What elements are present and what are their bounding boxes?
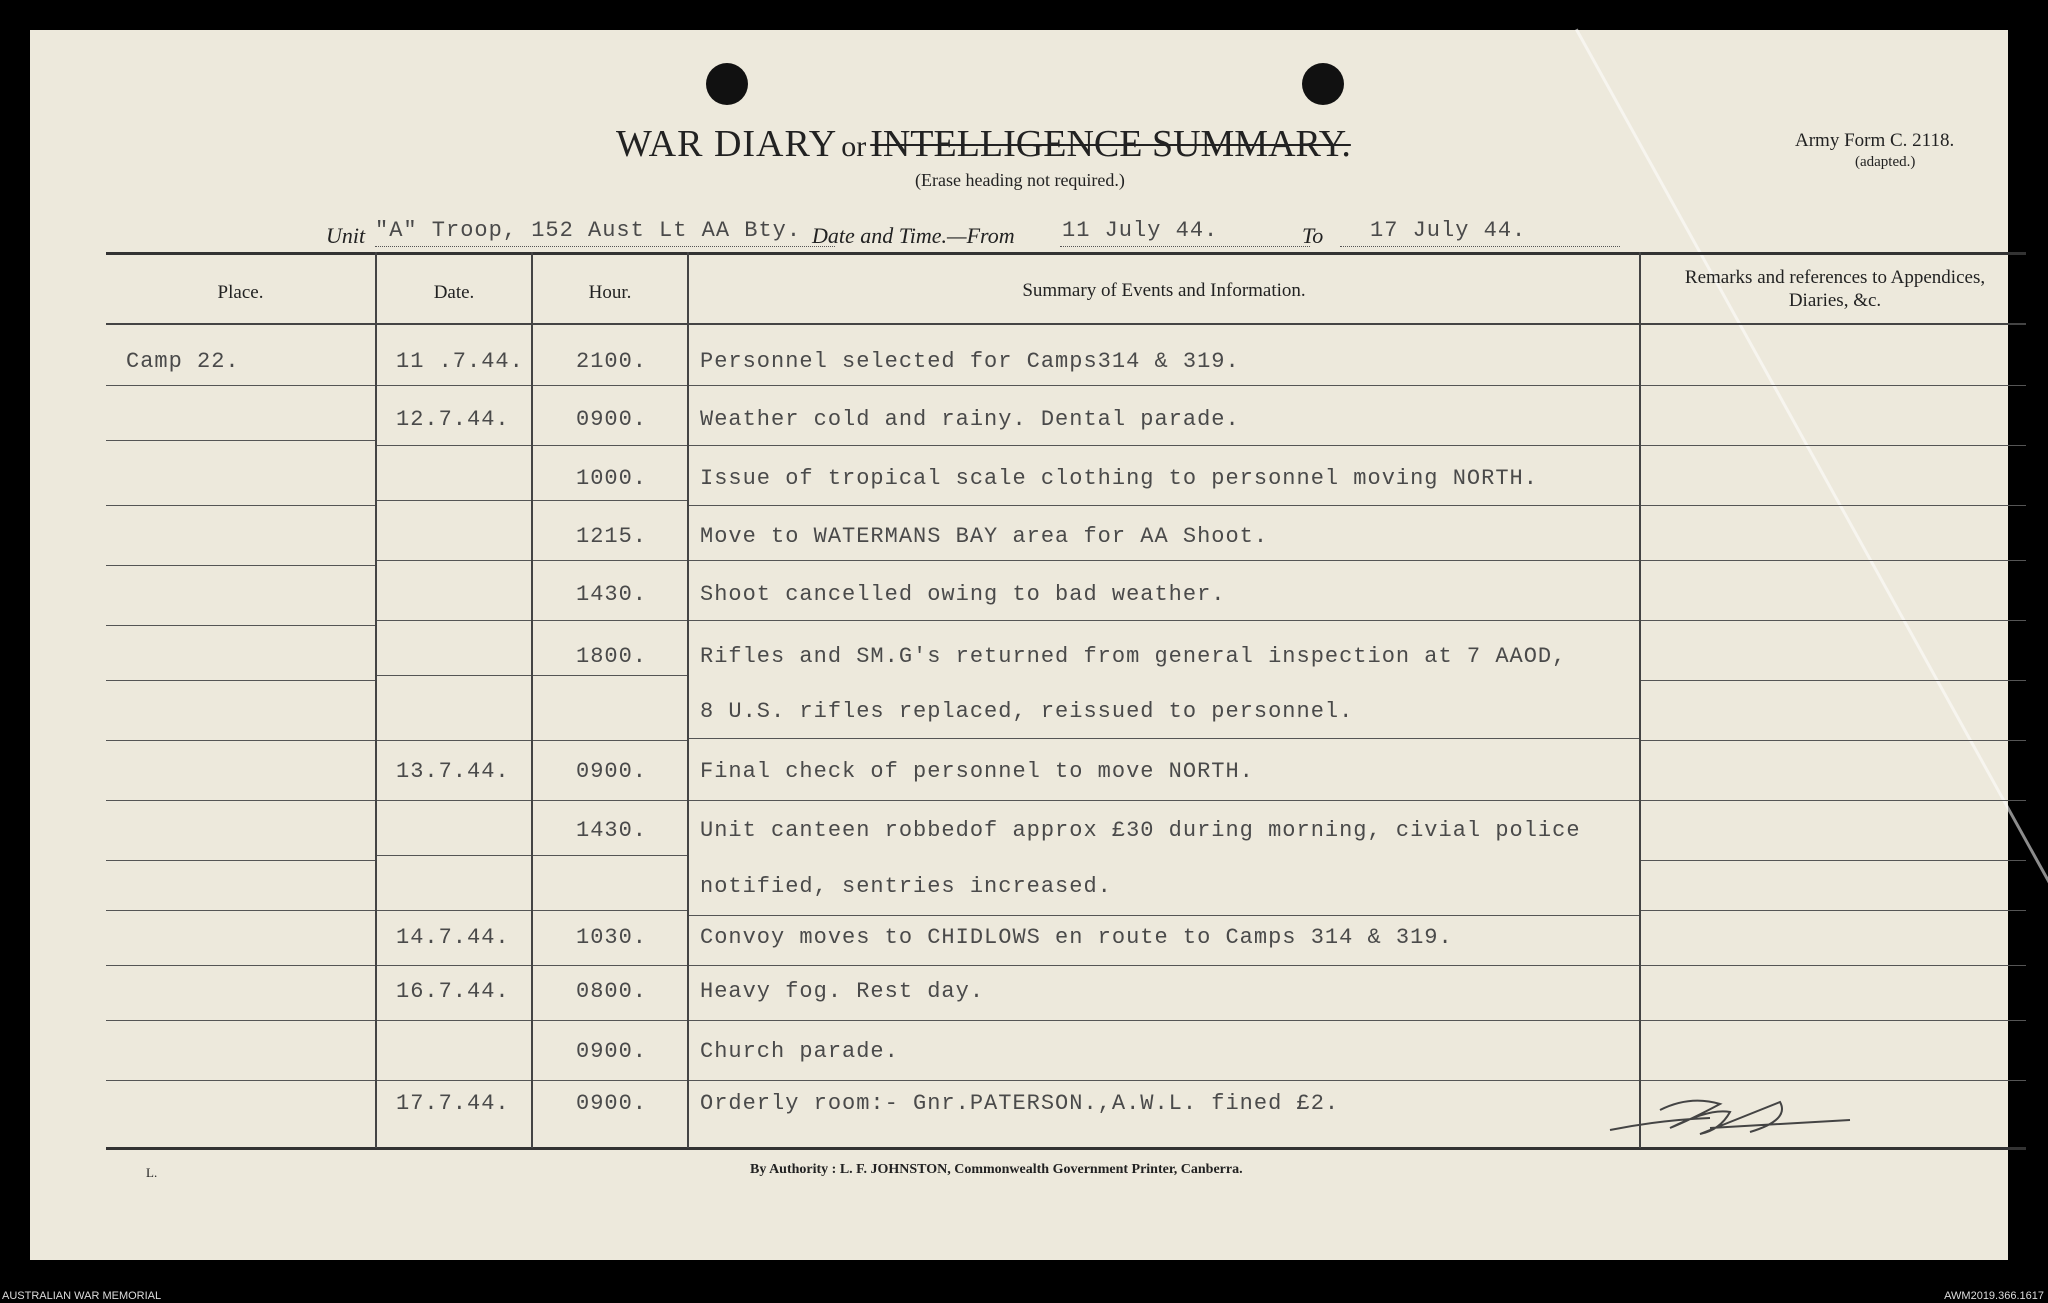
hour-rule [533,620,687,621]
footer-left-mark: L. [146,1165,158,1180]
hour-rule [533,560,687,561]
row-summary: Rifles and SM.G's returned from general inspection at 7 AAOD, [700,644,1567,669]
col-divider-remarks [1639,252,1641,1148]
remarks-rule [1641,680,2026,681]
header-hour: Hour. [588,282,632,303]
date-rule [377,910,531,911]
date-rule [377,1020,531,1021]
row-summary: Church parade. [700,1039,899,1064]
date-rule [377,500,531,501]
to-value: 17 July 44. [1370,218,1527,243]
place-rule [106,1080,375,1081]
remarks-rule [1641,740,2026,741]
row-summary: Personnel selected for Camps314 & 319. [700,349,1240,374]
hour-rule [533,800,687,801]
hour-rule [533,385,687,386]
row-hour: 2100. [576,349,648,374]
unit-value: "A" Troop, 152 Aust Lt AA Bty. [375,218,802,243]
date-rule [377,740,531,741]
place-rule [106,740,375,741]
summary-rule [689,505,1639,506]
summary-rule [689,1020,1639,1021]
col-divider-summary [687,252,689,1148]
row-hour: 0900. [576,407,648,432]
hour-rule [533,445,687,446]
row-hour: 1030. [576,925,648,950]
summary-rule [689,620,1639,621]
place-rule [106,385,375,386]
punch-hole-right [1302,63,1344,105]
row-summary: Unit canteen robbedof approx £30 during morning, civial police [700,818,1581,843]
remarks-rule [1641,560,2026,561]
header-bottom-border [106,323,2026,325]
place-rule [106,680,375,681]
unit-label: Unit [326,223,366,248]
row-date: 14.7.44. [396,925,510,950]
place-rule [106,910,375,911]
remarks-rule [1641,860,2026,861]
row-summary: Convoy moves to CHIDLOWS en route to Camps 314 & 319. [700,925,1453,950]
army-form-label: Army Form C. 2118. [1795,130,1955,151]
header-place: Place. [217,282,264,303]
remarks-rule [1641,620,2026,621]
table-top-border [106,252,2026,255]
remarks-rule [1641,1020,2026,1021]
row-summary: notified, sentries increased. [700,874,1112,899]
summary-rule [689,1080,1639,1081]
remarks-rule [1641,445,2026,446]
row-place: Camp 22. [126,349,240,374]
remarks-rule [1641,505,2026,506]
place-rule [106,565,375,566]
summary-rule [689,738,1639,739]
hour-rule [533,500,687,501]
date-rule [377,965,531,966]
hour-rule [533,965,687,966]
hour-rule [533,740,687,741]
place-rule [106,860,375,861]
date-time-label: Date and Time.—From [812,223,1015,248]
date-rule [377,800,531,801]
remarks-rule [1641,1080,2026,1081]
summary-rule [689,560,1639,561]
unit-dotted-line [375,246,835,247]
hour-rule [533,675,687,676]
place-rule [106,800,375,801]
to-label: To [1302,223,1324,248]
row-date: 17.7.44. [396,1091,510,1116]
place-rule [106,625,375,626]
date-rule [377,560,531,561]
row-hour: 1800. [576,644,648,669]
row-date: 16.7.44. [396,979,510,1004]
summary-rule [689,800,1639,801]
title-or: or [841,130,867,163]
place-rule [106,440,375,441]
row-hour: 1215. [576,524,648,549]
row-date: 11 .7.44. [396,349,524,374]
col-divider-date [375,252,377,1148]
to-dotted-line [1340,246,1620,247]
date-rule [377,445,531,446]
row-summary: Orderly room:- Gnr.PATERSON.,A.W.L. fined £2. [700,1091,1340,1116]
title-note: (Erase heading not required.) [915,170,1125,190]
row-date: 12.7.44. [396,407,510,432]
date-rule [377,855,531,856]
row-summary: Issue of tropical scale clothing to personnel moving NORTH. [700,466,1538,491]
from-dotted-line [1060,246,1310,247]
row-summary: Heavy fog. Rest day. [700,979,985,1004]
row-date: 13.7.44. [396,759,510,784]
diary-page [30,30,2008,1260]
date-rule [377,620,531,621]
header-remarks: Remarks and references to Appendices, Diaries, &c. [1684,267,1986,311]
summary-rule [689,965,1639,966]
date-rule [377,675,531,676]
title-struck-intelligence-summary: INTELLIGENCE SUMMARY. [870,123,1351,165]
row-summary: Weather cold and rainy. Dental parade. [700,407,1240,432]
row-hour: 0900. [576,759,648,784]
title-war-diary: WAR DIARY [616,123,838,165]
header-summary: Summary of Events and Information. [1022,280,1306,301]
footer-authority: By Authority : L. F. JOHNSTON, Commonwealth Government Printer, Canberra. [750,1162,1243,1177]
row-hour: 0900. [576,1091,648,1116]
form-title [616,122,1351,166]
from-value: 11 July 44. [1062,218,1219,243]
summary-rule [689,915,1639,916]
place-rule [106,505,375,506]
caption-right: AWM2019.366.1617 [1944,1290,2044,1302]
row-hour: 0900. [576,1039,648,1064]
col-divider-hour [531,252,533,1148]
date-rule [377,385,531,386]
row-hour: 1430. [576,818,648,843]
summary-rule [689,385,1639,386]
hour-rule [533,910,687,911]
summary-rule [689,445,1639,446]
remarks-rule [1641,965,2026,966]
remarks-rule [1641,385,2026,386]
caption-left: AUSTRALIAN WAR MEMORIAL [2,1290,162,1302]
hour-rule [533,1020,687,1021]
army-form-note: (adapted.) [1855,154,1916,170]
row-summary: 8 U.S. rifles replaced, reissued to personnel. [700,699,1354,724]
hour-rule [533,1080,687,1081]
row-summary: Move to WATERMANS BAY area for AA Shoot. [700,524,1269,549]
place-rule [106,1020,375,1021]
row-hour: 1000. [576,466,648,491]
punch-hole-left [706,63,748,105]
row-summary: Final check of personnel to move NORTH. [700,759,1254,784]
signature-initials [1600,1090,1880,1150]
hour-rule [533,855,687,856]
row-hour: 1430. [576,582,648,607]
remarks-rule [1641,800,2026,801]
date-rule [377,1080,531,1081]
paper-crease [1575,29,2048,1132]
place-rule [106,965,375,966]
header-date: Date. [433,282,475,303]
remarks-rule [1641,910,2026,911]
row-summary: Shoot cancelled owing to bad weather. [700,582,1226,607]
row-hour: 0800. [576,979,648,1004]
